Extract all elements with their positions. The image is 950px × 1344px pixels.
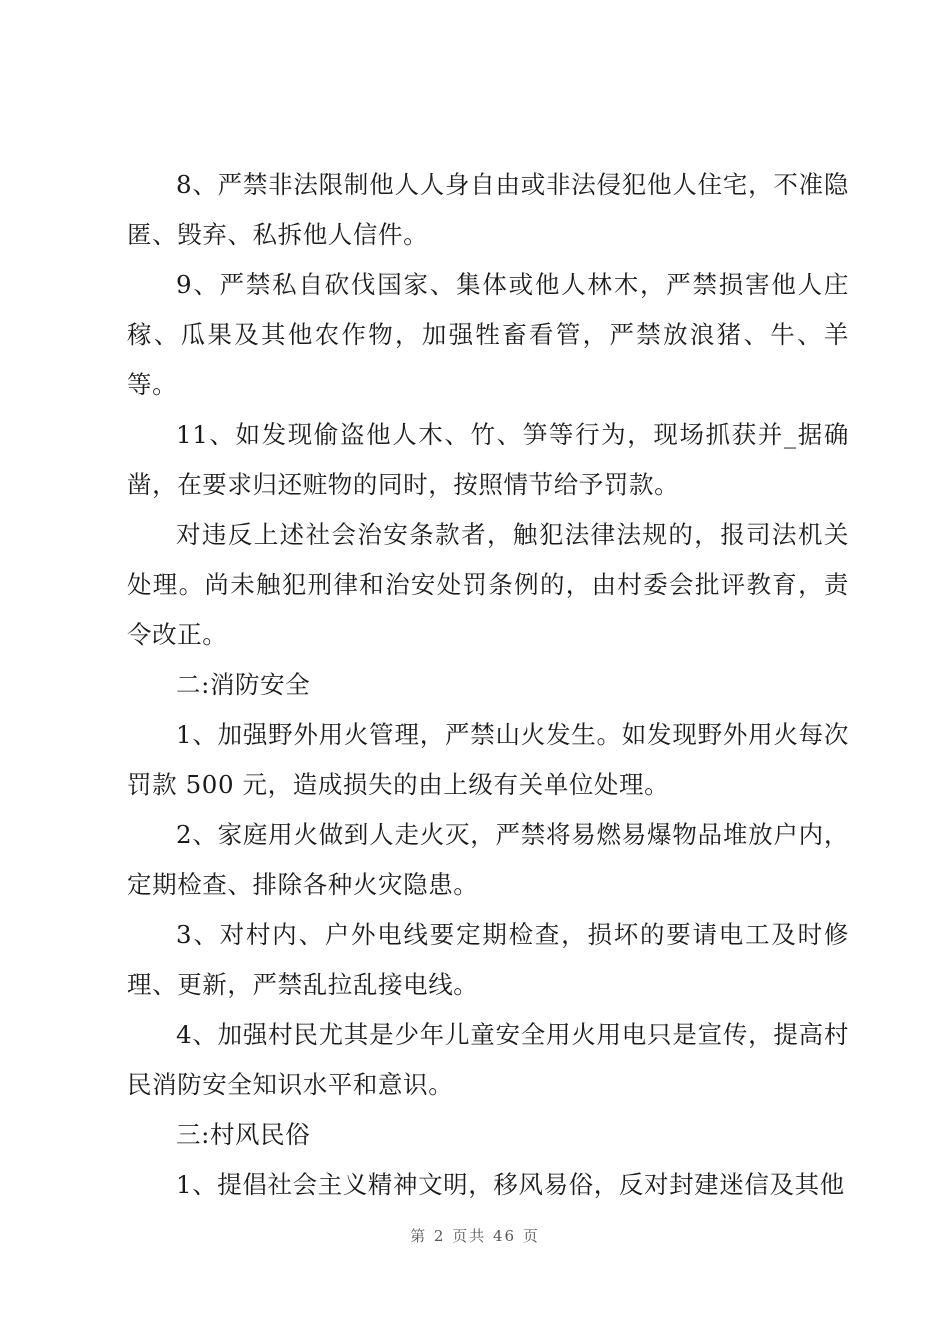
paragraph-penalty-note: 对违反上述社会治安条款者，触犯法律法规的，报司法机关处理。尚未触犯刑律和治安处罚条例的，由村委会批评教育，责令改正。 bbox=[127, 520, 849, 649]
paragraph-item-8: 8、严禁非法限制他人人身自由或非法侵犯他人住宅，不准隐匿、毁弃、私拆他人信件。 bbox=[127, 170, 849, 249]
paragraph-fire-4: 4、加强村民尤其是少年儿童安全用火用电只是宣传，提高村民消防安全知识水平和意识。 bbox=[127, 1020, 849, 1099]
paragraph-fire-1: 1、加强野外用火管理，严禁山火发生。如发现野外用火每次罚款 500 元，造成损失的由上级有关单位处理。 bbox=[127, 720, 849, 799]
section-heading-fire-safety: 二:消防安全 bbox=[176, 670, 311, 699]
document-body bbox=[127, 160, 849, 1210]
section-heading-village-customs: 三:村风民俗 bbox=[176, 1120, 311, 1149]
page-number-footer: 第 2 页共 46 页 bbox=[410, 1227, 540, 1245]
paragraph-item-9: 9、严禁私自砍伐国家、集体或他人林木，严禁损害他人庄稼、瓜果及其他农作物，加强牲畜看管，严禁放浪猪、牛、羊等。 bbox=[127, 270, 849, 399]
paragraph-fire-2: 2、家庭用火做到人走火灭，严禁将易燃易爆物品堆放户内，定期检查、排除各种火灾隐患。 bbox=[127, 820, 849, 899]
paragraph-item-11: 11、如发现偷盗他人木、竹、笋等行为，现场抓获并_据确凿，在要求归还赃物的同时，按照情节给予罚款。 bbox=[127, 420, 849, 499]
paragraph-fire-3: 3、对村内、户外电线要定期检查，损坏的要请电工及时修理、更新，严禁乱拉乱接电线。 bbox=[127, 920, 849, 999]
paragraph-customs-1: 1、提倡社会主义精神文明，移风易俗，反对封建迷信及其他 bbox=[176, 1170, 845, 1199]
